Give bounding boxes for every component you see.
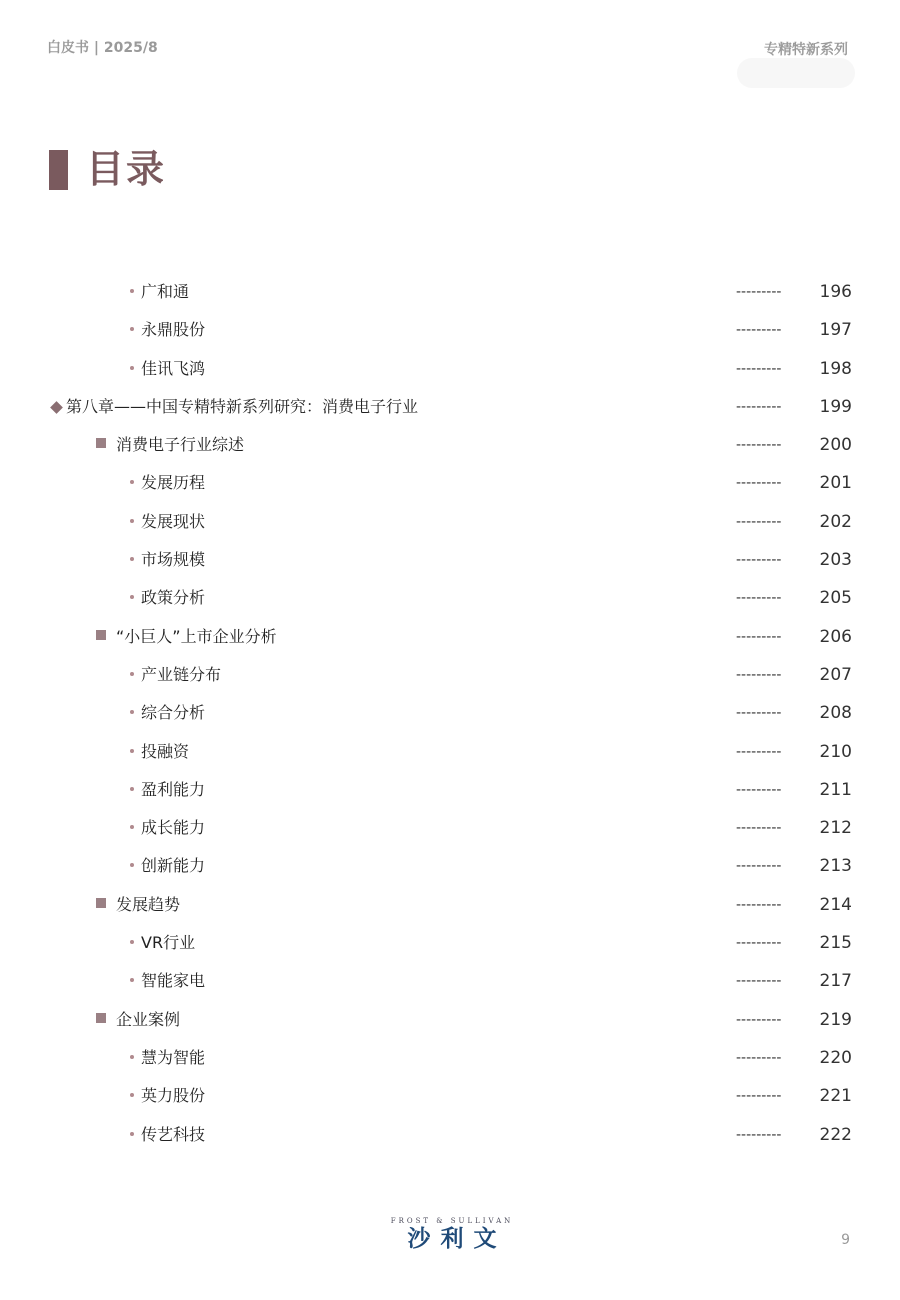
toc-entry-label: 创新能力 <box>141 856 206 876</box>
toc-entry-label: 发展现状 <box>141 511 206 531</box>
toc-page-number: 206 <box>819 626 852 647</box>
toc-entry[interactable] <box>0 1077 900 1115</box>
dot-bullet-icon <box>130 366 134 370</box>
dot-bullet-icon <box>130 557 134 561</box>
dot-bullet-icon <box>130 327 134 331</box>
frost-sullivan-logo <box>390 1217 514 1252</box>
toc-entry[interactable] <box>0 388 900 426</box>
toc-entry-label: VR行业 <box>141 933 196 953</box>
toc-page-number: 222 <box>819 1124 852 1145</box>
dot-bullet-icon <box>130 863 134 867</box>
toc-entry-label: 永鼎股份 <box>141 320 206 340</box>
header-document-type: 白皮书 | 2025/8 <box>47 40 158 56</box>
toc-entry[interactable] <box>0 311 900 349</box>
toc-page-number: 208 <box>819 703 852 724</box>
toc-entry-label: 英力股份 <box>141 1086 206 1106</box>
dot-bullet-icon <box>130 825 134 829</box>
toc-page-number: 213 <box>819 856 852 877</box>
toc-dot-leader: --------- <box>736 475 782 492</box>
toc-entry-label: 慧为智能 <box>141 1047 206 1067</box>
toc-dot-leader: --------- <box>736 858 782 875</box>
toc-dot-leader: --------- <box>736 1126 782 1143</box>
toc-dot-leader: --------- <box>736 437 782 454</box>
header-series-name: 专精特新系列 <box>764 42 848 58</box>
page-title: 目录 <box>86 147 167 191</box>
dot-bullet-icon <box>130 787 134 791</box>
toc-page-number: 203 <box>819 550 852 571</box>
toc-entry-label: 投融资 <box>141 741 190 761</box>
toc-page-number: 198 <box>819 358 852 379</box>
toc-entry[interactable] <box>0 886 900 924</box>
toc-dot-leader: --------- <box>736 398 782 415</box>
toc-entry[interactable] <box>0 1039 900 1077</box>
dot-bullet-icon <box>130 978 134 982</box>
toc-dot-leader: --------- <box>736 284 782 300</box>
dot-bullet-icon <box>130 710 134 714</box>
toc-entry-label: 政策分析 <box>141 588 206 608</box>
toc-page-number: 196 <box>819 282 852 302</box>
dot-bullet-icon <box>130 289 134 293</box>
logo-english-text: FROST & SULLIVAN <box>390 1217 514 1225</box>
square-bullet-icon <box>96 630 106 640</box>
toc-page-number: 212 <box>819 818 852 839</box>
footer-page-number: 9 <box>841 1232 850 1248</box>
toc-entry-label: 成长能力 <box>141 818 206 838</box>
toc-entry[interactable] <box>0 733 900 771</box>
toc-dot-leader: --------- <box>736 590 782 607</box>
toc-dot-leader: --------- <box>736 666 782 683</box>
toc-dot-leader: --------- <box>736 973 782 990</box>
toc-dot-leader: --------- <box>736 705 782 722</box>
toc-page-number: 197 <box>819 320 852 341</box>
toc-dot-leader: --------- <box>736 322 782 339</box>
toc-entry[interactable] <box>0 771 900 809</box>
toc-page-number: 215 <box>819 933 852 954</box>
toc-entry[interactable] <box>0 924 900 962</box>
toc-page-number: 199 <box>819 396 852 417</box>
toc-entry[interactable] <box>0 464 900 502</box>
toc-dot-leader: --------- <box>736 1011 782 1028</box>
toc-entry[interactable] <box>0 426 900 464</box>
toc-entry[interactable] <box>0 1001 900 1039</box>
toc-page-number: 200 <box>819 435 852 456</box>
toc-entry-label: 传艺科技 <box>141 1124 206 1144</box>
toc-dot-leader: --------- <box>736 360 782 377</box>
toc-page-number: 211 <box>819 779 852 800</box>
toc-dot-leader: --------- <box>736 552 782 569</box>
square-bullet-icon <box>96 1013 106 1023</box>
logo-chinese-text: 沙利文 <box>407 1226 507 1252</box>
toc-page-number: 201 <box>819 473 852 494</box>
toc-dot-leader: --------- <box>736 781 782 798</box>
toc-page-number: 202 <box>819 511 852 532</box>
toc-entry-label: 消费电子行业综述 <box>116 435 245 455</box>
toc-entry-label: 产业链分布 <box>141 664 222 684</box>
toc-entry-label: 第八章——中国专精特新系列研究：消费电子行业 <box>66 396 419 416</box>
table-of-contents <box>0 273 900 1154</box>
toc-entry[interactable] <box>0 962 900 1000</box>
toc-entry[interactable] <box>0 656 900 694</box>
dot-bullet-icon <box>130 595 134 599</box>
toc-dot-leader: --------- <box>736 743 782 760</box>
toc-dot-leader: --------- <box>736 513 782 530</box>
square-bullet-icon <box>96 898 106 908</box>
toc-dot-leader: --------- <box>736 1049 782 1066</box>
toc-dot-leader: --------- <box>736 1088 782 1105</box>
toc-page-number: 217 <box>819 971 852 992</box>
dot-bullet-icon <box>130 480 134 484</box>
toc-page-number: 219 <box>819 1009 852 1030</box>
toc-entry[interactable] <box>0 847 900 885</box>
header-faded-logo <box>737 58 855 88</box>
dot-bullet-icon <box>130 1093 134 1097</box>
toc-entry[interactable] <box>0 694 900 732</box>
dot-bullet-icon <box>130 1055 134 1059</box>
toc-dot-leader: --------- <box>736 935 782 952</box>
toc-entry-label: 发展历程 <box>141 473 206 493</box>
toc-entry[interactable] <box>0 618 900 656</box>
toc-page-number: 221 <box>819 1086 852 1107</box>
toc-entry-label: 盈利能力 <box>141 779 206 799</box>
toc-entry[interactable] <box>0 503 900 541</box>
toc-entry-label: 发展趋势 <box>116 894 181 914</box>
toc-entry[interactable] <box>0 1116 900 1154</box>
toc-entry[interactable] <box>0 350 900 388</box>
dot-bullet-icon <box>130 672 134 676</box>
toc-entry[interactable] <box>0 541 900 579</box>
toc-page-number: 205 <box>819 588 852 609</box>
dot-bullet-icon <box>130 519 134 523</box>
toc-dot-leader: --------- <box>736 896 782 913</box>
diamond-bullet-icon <box>50 401 63 414</box>
square-bullet-icon <box>96 438 106 448</box>
toc-dot-leader: --------- <box>736 820 782 837</box>
toc-page-number: 210 <box>819 741 852 762</box>
toc-entry-label: 智能家电 <box>141 971 206 991</box>
toc-entry-label: 综合分析 <box>141 703 206 723</box>
toc-entry-label: 佳讯飞鸿 <box>141 358 206 378</box>
toc-dot-leader: --------- <box>736 628 782 645</box>
toc-page-number: 207 <box>819 664 852 685</box>
toc-page-number: 220 <box>819 1047 852 1068</box>
toc-entry-label: 市场规模 <box>141 550 206 570</box>
dot-bullet-icon <box>130 749 134 753</box>
title-accent-bar <box>49 150 68 190</box>
toc-page-number: 214 <box>819 894 852 915</box>
dot-bullet-icon <box>130 940 134 944</box>
toc-entry[interactable] <box>0 809 900 847</box>
dot-bullet-icon <box>130 1132 134 1136</box>
toc-entry[interactable] <box>0 273 900 311</box>
toc-entry-label: 广和通 <box>141 282 190 301</box>
toc-entry-label: “小巨人”上市企业分析 <box>116 626 277 646</box>
toc-entry[interactable] <box>0 579 900 617</box>
toc-entry-label: 企业案例 <box>116 1009 181 1029</box>
